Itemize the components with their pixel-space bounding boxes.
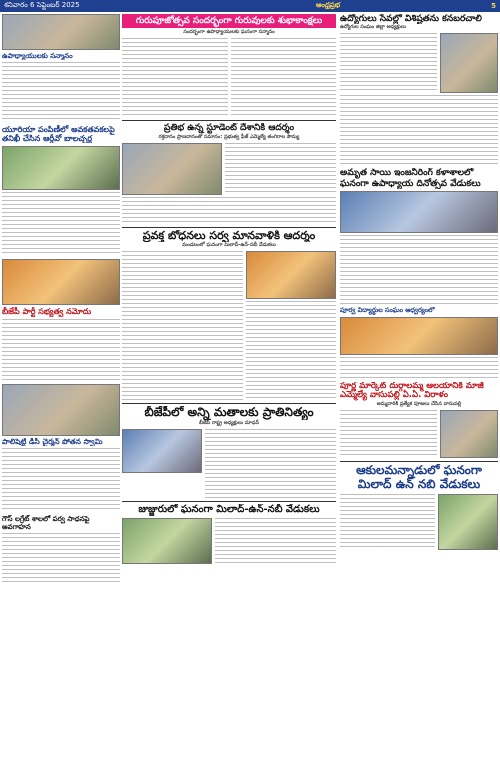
- article-photo: [246, 251, 336, 299]
- article-body: [2, 192, 120, 256]
- headline-b4: బీజేపీలో అన్ని మతాలకు ప్రాతినిత్యం: [144, 406, 314, 420]
- article-body: [205, 429, 336, 499]
- headline-c1-sub: ఉద్యోగుల సంఘం జిల్లా అధ్యక్షులు: [340, 24, 406, 31]
- headline-c2: అమృత సాయి ఇంజనీరింగ్ కళాశాలలో ఘనంగా ఉపాధ్యాయ దినోత్సవ వేడుకలు: [340, 168, 481, 189]
- article-photo: [122, 143, 222, 195]
- article-body: [340, 410, 437, 458]
- article-body: [246, 301, 336, 401]
- headline-a5: గౌస్ లగ్రేట్ శాలలో పర్వ సాధనపై అవగాహన: [2, 515, 90, 532]
- headline-banner-sub: సందర్భంగా ఉపాధ్యాయులకు ఘనంగా సన్మానం: [183, 29, 275, 36]
- headline-b4-sub: బీజేపీ రాష్ట్ర అధ్యక్షులు మాధవ్: [199, 420, 259, 427]
- headline-b5: జుజ్జురులో ఘనంగా మిలాద్-ఉన్-నబీ వేడుకలు: [138, 504, 320, 516]
- headline-c5: ఆకులమన్నాడులో ఘనంగా మిలాద్ ఉన్ నబి వేడుకలు: [356, 464, 482, 491]
- article-photo: [122, 518, 212, 564]
- headline-c3: పూర్వ విద్యార్థుల సంఘం ఆధ్వర్యంలో: [340, 307, 435, 315]
- article-photo: [440, 33, 498, 93]
- article-body: [122, 38, 228, 118]
- masthead-date: శనివారం 6 సెప్టెంబర్ 2025: [4, 1, 80, 9]
- headline-b2: ప్రతిభ ఉన్న స్టూడెంట్ దేశానికి ఆదర్శం: [163, 123, 295, 134]
- headline-a1: ఉపాధ్యాయులకు సన్మానం: [2, 52, 73, 60]
- headline-a4: పాలిషెట్టి డీసీ చైర్మన్ పోతన స్వామి: [2, 437, 103, 446]
- column-left: [2, 14, 120, 585]
- article-body: [340, 494, 435, 550]
- headline-a3: బీజేపీ పార్టీ సభ్యత్వ నమోదు: [2, 307, 92, 317]
- article-photo: [2, 146, 120, 190]
- article-body: [215, 518, 336, 564]
- headline-b3: ప్రవక్త బోధనలు సర్వ మానవాళికి ఆదర్శం: [142, 229, 316, 242]
- headline-a2: యూరియా పంపిణీలో అవకతవకలపై తనిఖీ చేసిన ఆర్డీవో బాలచ్చర్ల: [2, 125, 115, 144]
- article-photo: [2, 259, 120, 305]
- article-photo: [2, 384, 120, 436]
- article-body: [340, 95, 498, 165]
- article-body: [2, 62, 120, 122]
- article-body: [340, 235, 498, 305]
- article-body: [2, 448, 120, 512]
- column-center: [122, 14, 336, 564]
- masthead-paper-name: ఆంధ్రప్రభ: [315, 1, 341, 9]
- article-body: [340, 357, 498, 379]
- article-photo: [340, 191, 498, 233]
- headline-c4: పూర్ణ మార్కెట్ దుర్గాలమ్మ ఆలయానికి మాజీ ఎమ్మెల్యే వాసుపల్లి ఏ.ఏ. విరాళం: [340, 381, 484, 401]
- headline-b2-sub: రక్తదానం ప్రాణదానంతో సమానం: ప్రభుత్వ ఫీజ్ ఎమ్మెల్యే తంగిరాల సౌమ్య: [158, 133, 300, 140]
- headline-banner: గురుపూజోత్సవ సందర్భంగా గురువులకు శుభాకాంక్షలు: [122, 14, 336, 28]
- masthead-page-number: 5: [491, 2, 496, 10]
- headline-c4-sub: అమ్మవారికి ప్రత్యేక పూజలు చేసిన వాసుపల్లి: [376, 401, 462, 408]
- article-photo: [440, 410, 498, 458]
- headline-c1: ఉద్యోగులు సేవల్లో విశిష్టతను కనబరచాలి: [340, 14, 482, 24]
- article-body: [122, 251, 243, 401]
- article-photo: [2, 14, 120, 50]
- article-body: [340, 33, 437, 93]
- article-body: [122, 197, 336, 225]
- article-body: [231, 38, 337, 118]
- article-body: [2, 533, 120, 585]
- page-masthead: [0, 0, 500, 12]
- article-body: [2, 319, 120, 381]
- article-photo: [122, 429, 202, 473]
- article-body: [225, 143, 336, 195]
- column-right: [340, 14, 498, 550]
- article-photo: [340, 317, 498, 355]
- headline-b3-sub: మండలంలో ఘనంగా మిలాద్-ఉన్-నబీ వేడుకలు: [182, 242, 276, 249]
- article-photo: [438, 494, 498, 550]
